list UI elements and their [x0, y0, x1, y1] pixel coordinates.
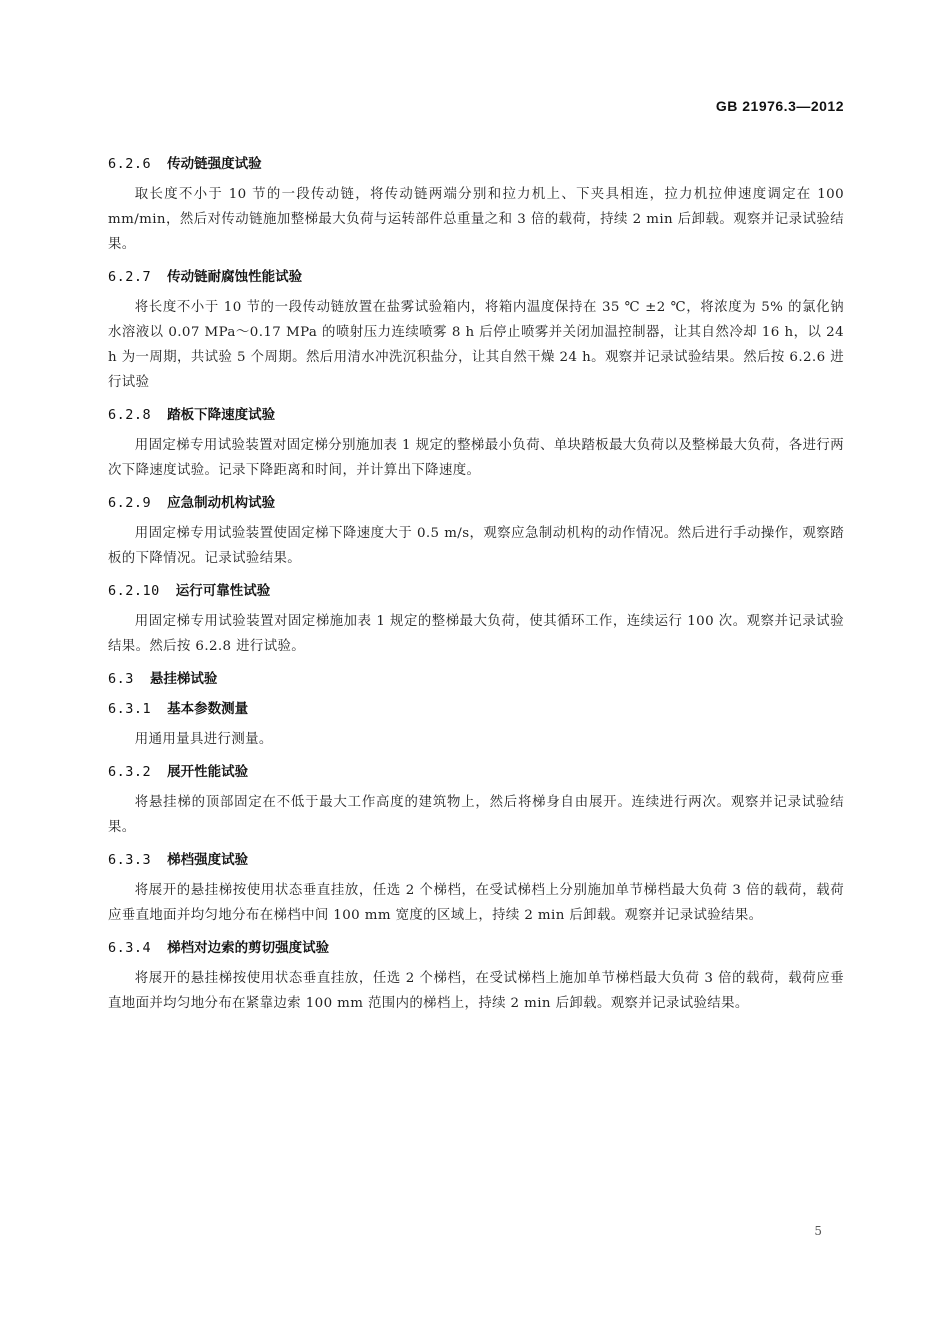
section-paragraph: 将悬挂梯的顶部固定在不低于最大工作高度的建筑物上，然后将梯身自由展开。连续进行两次。观察并记录试验结果。 [108, 795, 844, 835]
section-number: 6.3.1 [108, 701, 152, 717]
section-title: 梯档强度试验 [167, 852, 249, 868]
section-6-2-7 [108, 265, 844, 395]
section-6-2-9 [108, 491, 844, 571]
section-heading [108, 936, 844, 960]
section-6-3-2 [108, 760, 844, 840]
section-heading [108, 579, 844, 603]
section-6-2-10 [108, 579, 844, 659]
section-paragraph: 用通用量具进行测量。 [134, 732, 273, 747]
standard-code-header: GB 21976.3—2012 [715, 98, 844, 114]
section-title: 传动链强度试验 [167, 156, 262, 172]
section-title: 传动链耐腐蚀性能试验 [167, 269, 303, 285]
document-body [108, 152, 844, 1024]
section-6-2-6 [108, 152, 844, 257]
section-6-3-4 [108, 936, 844, 1016]
section-title: 基本参数测量 [167, 701, 249, 717]
section-heading [108, 848, 844, 872]
section-heading [108, 491, 844, 515]
section-title: 踏板下降速度试验 [167, 407, 276, 423]
section-number: 6.2.7 [108, 269, 152, 285]
section-6-2-8 [108, 403, 844, 483]
section-title: 应急制动机构试验 [167, 495, 276, 511]
section-heading [108, 265, 844, 289]
section-title: 梯档对边索的剪切强度试验 [167, 940, 330, 956]
section-paragraph: 用固定梯专用试验装置对固定梯施加表 1 规定的整梯最大负荷，使其循环工作，连续运行 100 次。观察并记录试验结果。然后按 6.2.8 进行试验。 [108, 614, 844, 654]
section-title: 展开性能试验 [167, 764, 249, 780]
section-paragraph: 将展开的悬挂梯按使用状态垂直挂放，任选 2 个梯档，在受试梯档上施加单节梯档最大负荷 3 倍的载荷，载荷应垂直地面并均匀地分布在紧靠边索 100 mm 范围内的梯档上，持续 2 min 后卸载。观察并记录试验结果。 [108, 971, 844, 1011]
section-number: 6.2.9 [108, 495, 152, 511]
section-number: 6.3 [108, 671, 134, 687]
section-paragraph: 用固定梯专用试验装置对固定梯分别施加表 1 规定的整梯最小负荷、单块踏板最大负荷以及整梯最大负荷，各进行两次下降速度试验。记录下降距离和时间，并计算出下降速度。 [108, 438, 844, 478]
section-number: 6.2.8 [108, 407, 152, 423]
section-paragraph: 将长度不小于 10 节的一段传动链放置在盐雾试验箱内，将箱内温度保持在 35 ℃ ±2 ℃，将浓度为 5% 的氯化钠水溶液以 0.07 MPa～0.17 MPa 的喷射压力连续喷雾 8 h 后停止喷雾并关闭加温控制器，让其自然冷却 16 h，以 24 h 为一周期，共试验 5 个周期。然后用清水冲洗沉积盐分，让其自然干燥 24 h。观察并记录试验结果。然后按 6.2.6 进行试验 [108, 300, 844, 390]
section-number: 6.3.2 [108, 764, 152, 780]
section-heading [108, 760, 844, 784]
section-heading [108, 152, 844, 176]
section-heading [108, 697, 844, 721]
section-number: 6.3.4 [108, 940, 152, 956]
section-6-3-1 [108, 697, 844, 752]
section-paragraph: 取长度不小于 10 节的一段传动链，将传动链两端分别和拉力机上、下夹具相连，拉力机拉伸速度调定在 100 mm/min，然后对传动链施加整梯最大负荷与运转部件总重量之和 3 倍的载荷，持续 2 min 后卸载。观察并记录试验结果。 [108, 187, 844, 252]
section-number: 6.2.10 [108, 583, 160, 599]
section-number: 6.3.3 [108, 852, 152, 868]
section-6-3-3 [108, 848, 844, 928]
section-heading [108, 667, 844, 691]
section-title: 运行可靠性试验 [175, 583, 271, 599]
section-paragraph: 将展开的悬挂梯按使用状态垂直挂放，任选 2 个梯档，在受试梯档上分别施加单节梯档最大负荷 3 倍的载荷，载荷应垂直地面并均匀地分布在梯档中间 100 mm 宽度的区域上，持续 2 min 后卸载。观察并记录试验结果。 [108, 883, 844, 923]
section-number: 6.2.6 [108, 156, 152, 172]
section-title: 悬挂梯试验 [149, 671, 218, 687]
section-6-3 [108, 667, 844, 691]
page-number: 5 [814, 1224, 822, 1238]
section-paragraph: 用固定梯专用试验装置使固定梯下降速度大于 0.5 m/s，观察应急制动机构的动作情况。然后进行手动操作，观察踏板的下降情况。记录试验结果。 [108, 526, 844, 566]
section-heading [108, 403, 844, 427]
